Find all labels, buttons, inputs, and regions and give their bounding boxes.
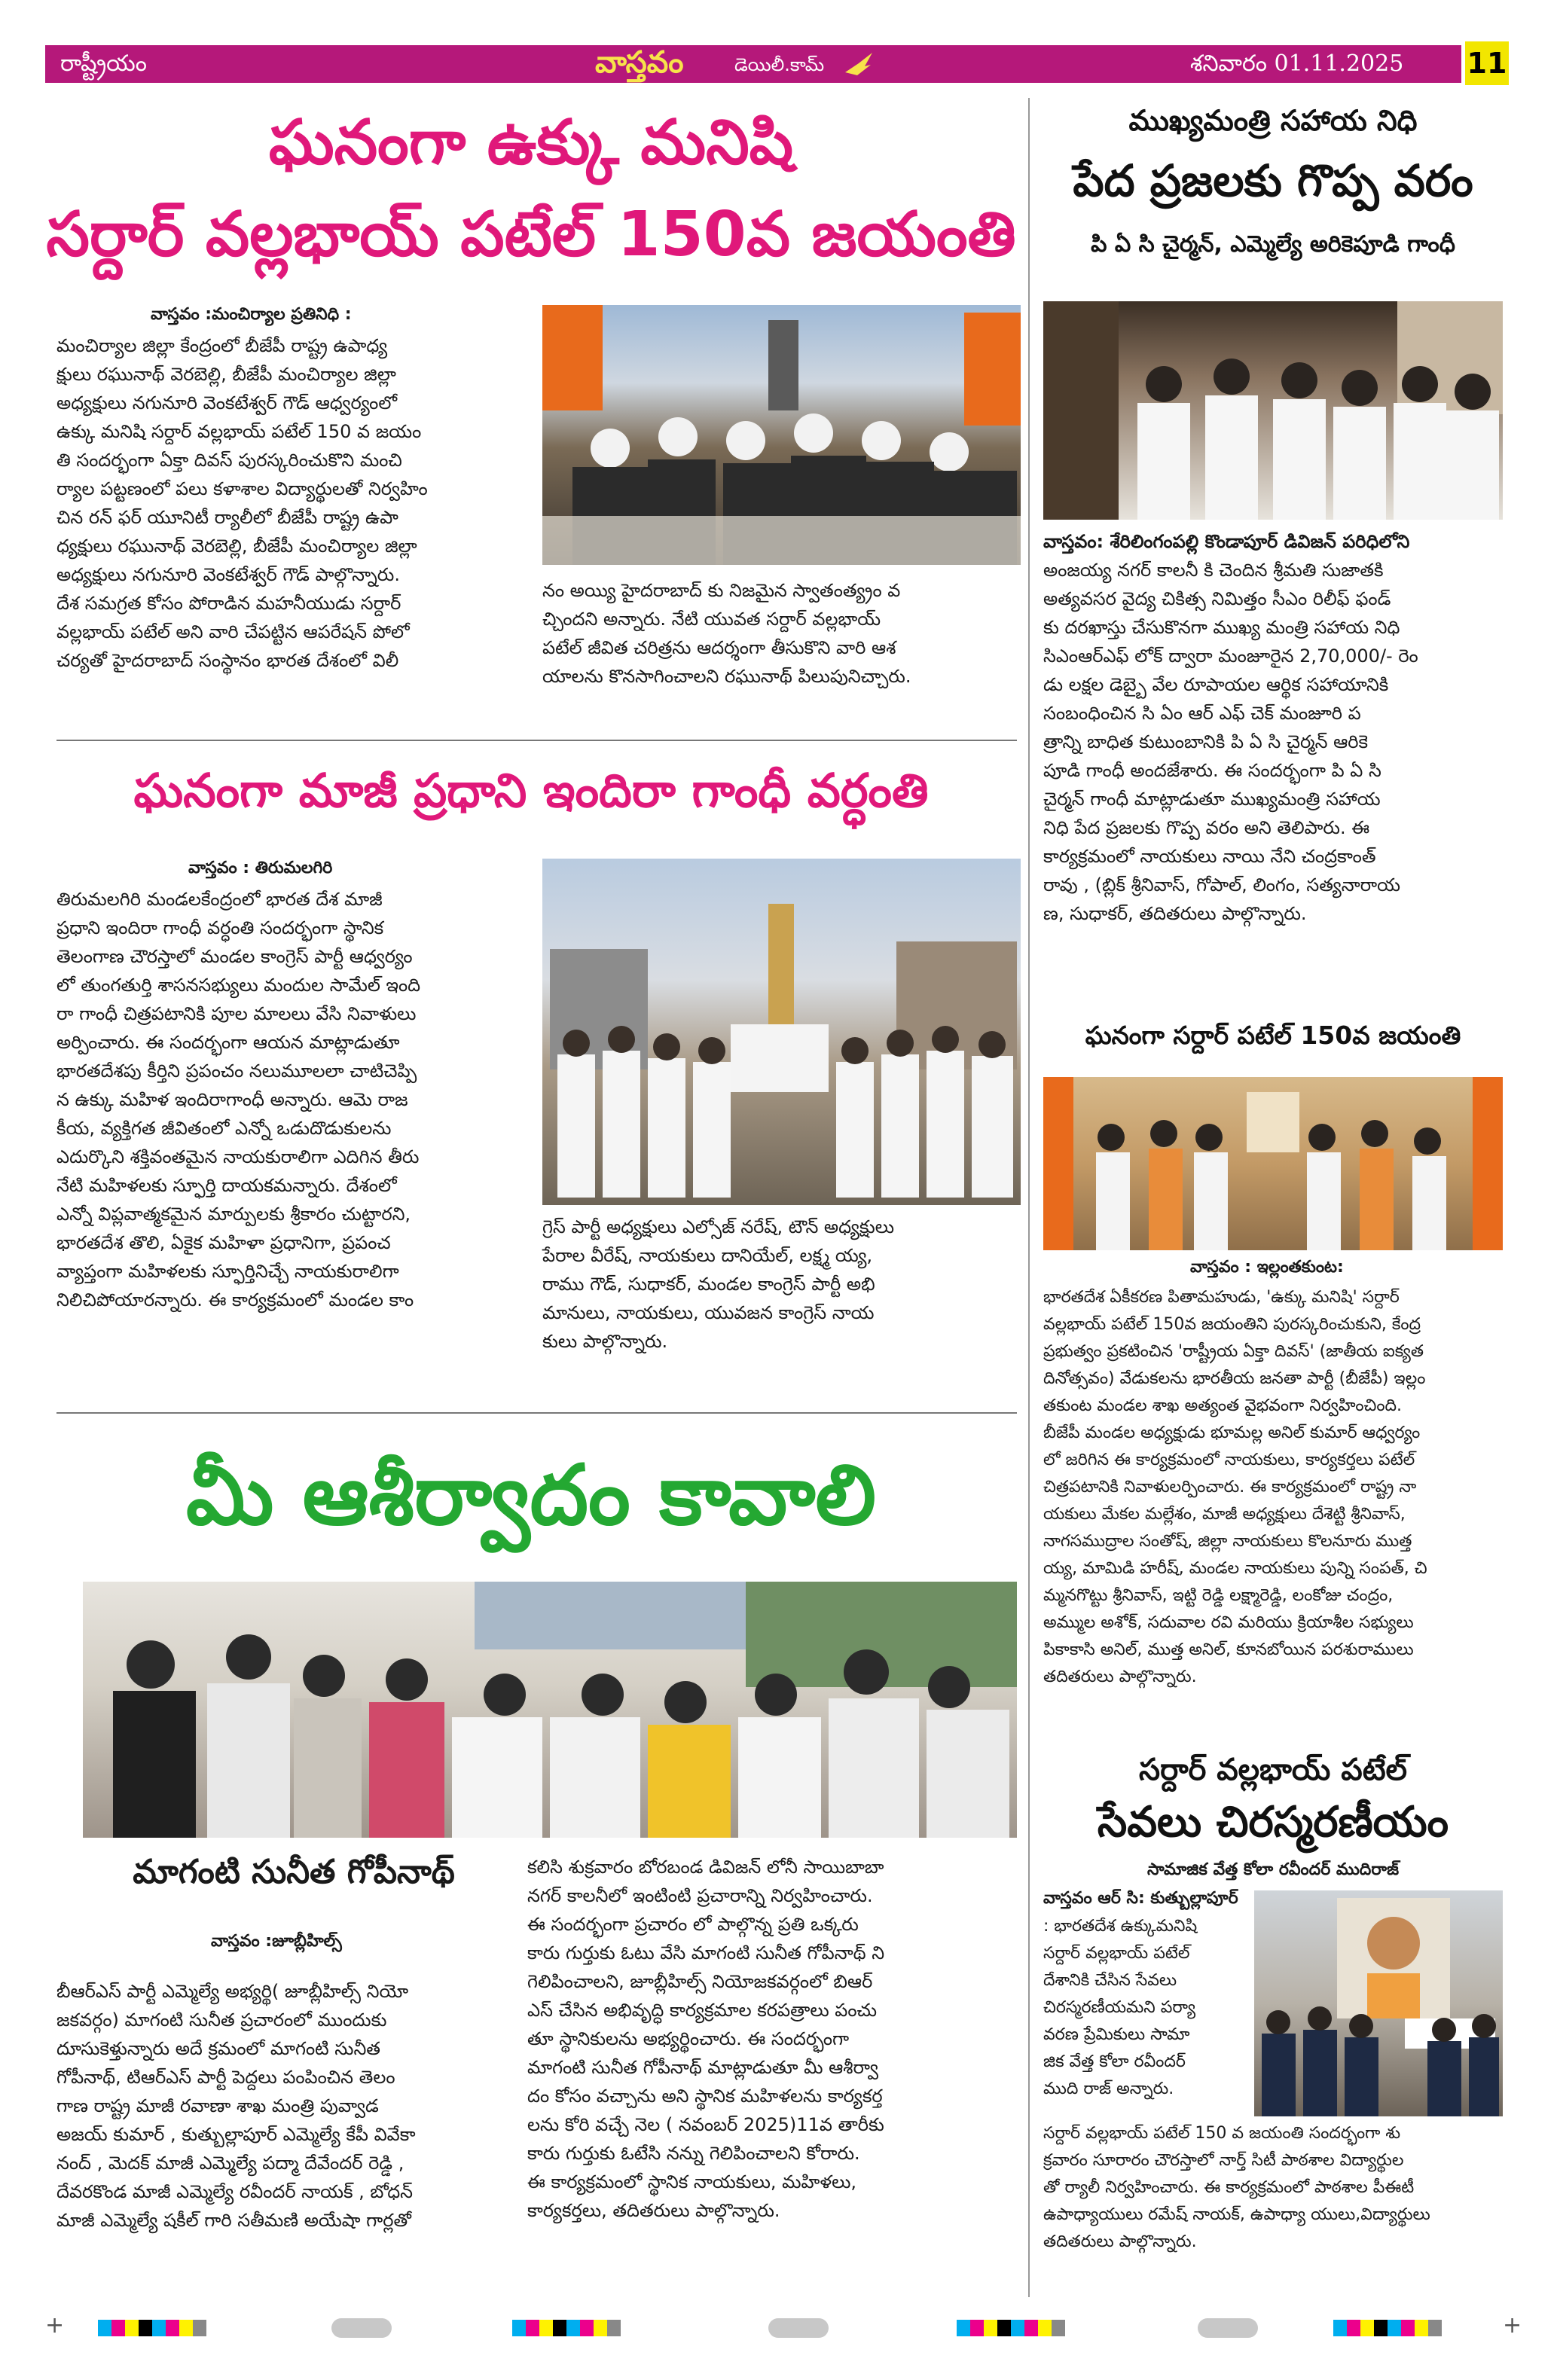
a5-headline: ఘనంగా సర్దార్ పటేల్ 150వ జయంతి — [1085, 1021, 1461, 1050]
a3-body-left: బీఆర్ఎస్ పార్టీ ఎమ్మెల్యే అభ్యర్థి( జూబ్లీహిల్స్ నియో జకవర్గం) మాగంటి సునీత ప్రచారంలో ముందుకు దూసుకెళ్తున్నారు అదే క్రమంలో మాగంటి సునీత గోపీనాథ్, టిఆర్ఎస్ పార్టీ పెద్దలు పంపించిన తెలం గాణ రాష్ట్ర మాజీ రవాణా శాఖ మంత్రి పువ్వాడ అజయ్ కుమార్ , కుత్బుల్లాపూర్ ఎమ్మెల్యే కేపీ వివేకా నంద్ , మెదక్ మాజీ ఎమ్మెల్యే పద్మా దేవేందర్ రెడ్డి , దేవరకొండ మాజీ ఎమ్మెల్యే రవీందర్ నాయక్ , బోధన్ మాజీ ఎమ్మెల్యే షకీల్ గారి సతీమణి అయేషా గార్లతో — [56, 1981, 416, 2231]
a5-dateline: వాస్తవం : ఇల్లంతకుంట: — [1190, 1258, 1344, 1277]
masthead: వాస్తవం — [595, 45, 684, 80]
a4-body: వాస్తవం: శేరిలింగంపల్లి కొండాపూర్ డివిజన్ పరిధిలోని అంజయ్య నగర్ కాలనీ కి చెందిన శ్రీమతి సుజాతకి అత్యవసర వైద్య చికిత్స నిమిత్తం సీఎం రిలీఫ్ ఫండ్ కు దరఖాస్తు చేసుకొనగా ముఖ్య మంత్రి సహాయ నిధి సిఎంఆర్ఎఫ్ లోక్ ద్వారా మంజూరైన 2,70,000/- రెం డు లక్షల డెబ్బై వేల రూపాయల ఆర్థిక సహాయానికి సంబంధించిన సి ఏం ఆర్ ఎఫ్ చెక్ మంజూరి ప త్రాన్ని బాధిత కుటుంబానికి పి ఏ సి చైర్మన్ ఆరికె పూడి గాంధీ అందజేశారు. ఈ సందర్భంగా పి ఏ సి చైర్మన్ గాంధీ మాట్లాడుతూ ముఖ్యమంత్రి సహాయ నిధి పేద ప్రజలకు గొప్ప వరం అని తెలిపారు. ఈ కార్యక్రమంలో నాయకులు నాయి నేని చంద్రకాంత్ రావు , (బ్లిక్ శ్రీనివాస్, గోపాల్, లింగం, సత్యనారాయ ణ, సుధాకర్, తదితరులు పాల్గొన్నారు. — [1043, 531, 1418, 924]
a2-body-left: తిరుమలగిరి మండలకేంద్రంలో భారత దేశ మాజీ ప్రధాని ఇందిరా గాంధీ వర్ధంతి సందర్భంగా స్థానిక తెలంగాణ చౌరస్తాలో మండల కాంగ్రెస్ పార్టీ ఆధ్వర్యం లో తుంగతుర్తి శాసనసభ్యులు మందుల సామేల్ ఇంది రా గాంధీ చిత్రపటానికి పూల మాలలు వేసి నివాళులు అర్పించారు. ఈ సందర్భంగా ఆయన మాట్లాడుతూ భారతదేశపు కీర్తిని ప్రపంచం నలుమూలలా చాటిచెప్పి న ఉక్కు మహిళ ఇందిరాగాంధీ అన్నారు. ఆమె రాజ కీయ, వ్యక్తిగత జీవితంలో ఎన్నో ఒడుదొడుకులను ఎదుర్కొని శక్తివంతమైన నాయకురాలిగా ఎదిగిన తీరు నేటి మహిళలకు స్ఫూర్తి దాయకమన్నారు. దేశంలో ఎన్నో విప్లవాత్మకమైన మార్పులకు శ్రీకారం చుట్టారని, భారతదేశ తొలి, ఏకైక మహిళా ప్రధానిగా, ప్రపంచ వ్యాప్తంగా మహిళలకు స్ఫూర్తినిచ్చే నాయకురాలిగా నిలిచిపోయారన్నారు. ఈ కార్యక్రమంలో మండల కాం — [56, 889, 421, 1311]
color-strip-2 — [512, 2320, 621, 2339]
gray-patch-3 — [1198, 2318, 1258, 2338]
a6-headline-2: సేవలు చిరస్మరణీయం — [1097, 1798, 1449, 1847]
a2-body-right: గ్రెస్ పార్టీ అధ్యక్షులు ఎల్సోజ్ నరేష్, టౌన్ అధ్యక్షులు పేరాల వీరేష్, నాయకులు దానియేల్, లక్ష్మ య్య, రాము గౌడ్, సుధాకర్, మండల కాంగ్రెస్ పార్టీ అభి మానులు, నాయకులు, యువజన కాంగ్రెస్ నాయ కులు పాల్గొన్నారు. — [542, 1216, 895, 1352]
a2-photo-tribute — [542, 859, 1021, 1205]
a4-headline: పేద ప్రజలకు గొప్ప వరం — [1073, 155, 1473, 206]
gray-patch-2 — [768, 2318, 829, 2338]
a3-body-right: కలిసి శుక్రవారం బోరబండ డివిజన్ లోనీ సాయిబాబా నగర్ కాలనీలో ఇంటింటి ప్రచారాన్ని నిర్వహించారు. ఈ సందర్భంగా ప్రచారం లో పాల్గొన్న ప్రతి ఒక్కరు కారు గుర్తుకు ఓటు వేసి మాగంటి సునీత గోపీనాథ్ ని గెలిపించాలని, జూబ్లీహిల్స్ నియోజకవర్గంలో బిఆర్ ఎస్ చేసిన అభివృద్ధి కార్యక్రమాల కరపత్రాలు పంచు తూ స్థానికులను అభ్యర్థించారు. ఈ సందర్భంగా మాగంటి సునీత గోపీనాథ్ మాట్లాడుతూ మీ ఆశీర్వా దం కోసం వచ్చాను అని స్థానిక మహిళలను కార్యకర్త లను కోరి వచ్చే నెల ( నవంబర్ 2025)11వ తారీకు కారు గుర్తుకు ఓటేసి నన్ను గెలిపించాలని కోరారు. ఈ కార్యక్రమంలో స్థానిక నాయకులు, మహిళలు, కార్యకర్తలు, తదితరులు పాల్గొన్నారు. — [527, 1857, 885, 2221]
a3-subhead: మాగంటి సునీత గోపీనాథ్ — [133, 1853, 455, 1891]
a3-headline: మీ ఆశీర్వాదం కావాలి — [185, 1447, 876, 1543]
registration-mark-left: + — [45, 2312, 65, 2339]
a3-photo-campaign — [83, 1582, 1017, 1838]
a4-kicker: ముఖ్యమంత్రి సహాయ నిధి — [1128, 104, 1418, 137]
divider-1 — [56, 740, 1017, 741]
column-rule — [1028, 98, 1030, 2297]
registration-mark-right: + — [1503, 2312, 1522, 2339]
section-label: రాష్ట్రీయం — [60, 50, 147, 77]
bird-logo-icon — [844, 50, 874, 78]
gray-patch-1 — [331, 2318, 392, 2338]
a6-subhead: సామాజిక వేత్త కోలా రవీందర్ ముదిరాజ్ — [1146, 1860, 1400, 1879]
a1-dateline: వాస్తవం :మంచిర్యాల ప్రతినిధి : — [151, 305, 352, 324]
divider-2 — [56, 1412, 1017, 1414]
masthead-sub: డెయిలీ.కామ్ — [734, 54, 825, 75]
a6-dateline: వాస్తవం ఆర్ సి: కుత్బుల్లాపూర్ — [1043, 1889, 1238, 1908]
a2-headline: ఘనంగా మాజీ ప్రధాని ఇందిరా గాంధీ వర్ధంతి — [133, 763, 929, 818]
a6-body-narrow: : భారతదేశ ఉక్కుమనిషి సర్దార్ వల్లభాయ్ పటేల్ దేశానికి చేసిన సేవలు చిరస్మరణీయమని పర్యా వరణ ప్రేమికులు సామా జిక వేత్త కోలా రవీందర్ ముది రాజ్ అన్నారు. — [1043, 1917, 1198, 2098]
a1-body-left: మంచిర్యాల జిల్లా కేంద్రంలో బీజేపీ రాష్ట్ర ఉపాధ్య క్షులు రఘునాథ్ వెరబెల్లి, బీజేపీ మంచిర్యాల జిల్లా అధ్యక్షులు నగునూరి వెంకటేశ్వర్ గౌడ్ ఆధ్వర్యంలో ఉక్కు మనిషి సర్దార్ వల్లభాయ్ పటేల్ 150 వ జయం తి సందర్భంగా ఏక్తా దివస్ పురస్కరించుకొని మంచి ర్యాల పట్టణంలో పలు కళాశాల విద్యార్థులతో నిర్వహిం చిన రన్ ఫర్ యూనిటీ ర్యాలీలో బీజేపీ రాష్ట్ర ఉపా ధ్యక్షులు రఘునాథ్ వెరబెల్లి, బీజేపీ మంచిర్యాల జిల్లా అధ్యక్షులు నగునూరి వెంకటేశ్వర్ గౌడ్ పాల్గొన్నారు. దేశ సమగ్రత కోసం పోరాడిన మహనీయుడు సర్దార్ వల్లభాయ్ పటేల్ అని వారి చేపట్టిన ఆపరేషన్ పోలో చర్యతో హైదరాబాద్ సంస్థానం భారత దేశంలో విలీ — [56, 335, 428, 671]
a1-headline-1: ఘనంగా ఉక్కు మనిషి — [268, 107, 794, 178]
a1-headline-2: సర్దార్ వల్లభాయ్ పటేల్ 150వ జయంతి — [46, 199, 1016, 270]
a6-headline-1: సర్దార్ వల్లభాయ్ పటేల్ — [1139, 1753, 1407, 1787]
a6-body-full: సర్దార్ వల్లభాయ్ పటేల్ 150 వ జయంతి సందర్భంగా శు క్రవారం సూరారం చౌరస్తాలో నార్త్ సిటీ పాఠశాల విద్యార్థుల తో ర్యాలీ నిర్వహించారు. ఈ కార్యక్రమంలో పాఠశాల పీఈటీ ఉపాధ్యాయులు రమేష్ నాయక్, ఉపాధ్యా యులు,విద్యార్థులు తదితరులు పాల్గొన్నారు. — [1043, 2124, 1430, 2251]
page-number: 11 — [1465, 41, 1509, 85]
issue-date: శనివారం 01.11.2025 — [1190, 50, 1404, 77]
a1-photo-rally — [542, 305, 1021, 565]
color-strip-1 — [98, 2320, 206, 2339]
a4-photo-cheque — [1043, 301, 1503, 520]
color-strip-3 — [957, 2320, 1065, 2339]
a3-dateline: వాస్తవం :జూబ్లీహిల్స్ — [211, 1932, 342, 1951]
a1-body-right: నం అయ్యి హైదరాబాద్ కు నిజమైన స్వాతంత్య్రం వ చ్చిందని అన్నారు. నేటి యువత సర్దార్ వల్లభాయ్ పటేల్ జీవిత చరిత్రను ఆదర్శంగా తీసుకొని వారి ఆశ యాలను కొనసాగించాలని రఘునాథ్ పిలుపునిచ్చారు. — [542, 580, 911, 687]
color-strip-4 — [1333, 2320, 1442, 2339]
a4-subhead: పి ఏ సి చైర్మన్, ఎమ్మెల్యే అరికెపూడి గాంధీ — [1091, 231, 1455, 258]
a6-photo-rally — [1254, 1890, 1503, 2116]
a2-dateline: వాస్తవం : తిరుమలగిరి — [188, 859, 333, 877]
a5-photo-tribute — [1043, 1077, 1503, 1250]
a5-body: భారతదేశ ఏకీకరణ పితామహుడు, 'ఉక్కు మనిషి' సర్దార్ వల్లభాయ్ పటేల్ 150వ జయంతిని పురస్కరించుకుని, కేంద్ర ప్రభుత్వం ప్రకటించిన 'రాష్ట్రీయ ఏక్తా దివస్' (జాతీయ ఐక్యత దినోత్సవం) వేడుకలను భారతీయ జనతా పార్టీ (బీజేపీ) ఇల్లం తకుంట మండల శాఖ అత్యంత వైభవంగా నిర్వహించింది. బీజేపీ మండల అధ్యక్షుడు భూమల్ల అనిల్ కుమార్ ఆధ్వర్యం లో జరిగిన ఈ కార్యక్రమంలో నాయకులు, కార్యకర్తలు పటేల్ చిత్రపటానికి నివాళులర్పించారు. ఈ కార్యక్రమంలో రాష్ట్ర నా యకులు మేకల మల్లేశం, మాజీ అధ్యక్షులు దేశెట్టి శ్రీనివాస్, నాగసముద్రాల సంతోష్, జిల్లా నాయకులు కొలనూరు ముత్త య్య, మామిడి హరీష్, మండల నాయకులు పున్ని సంపత్, చి మ్మనగొట్టు శ్రీనివాస్, ఇట్టి రెడ్డి లక్ష్మారెడ్డి, లంకోజు చంద్రం, అమ్ముల అశోక్, సదువాల రవి మరియు క్రియాశీల సభ్యులు పికాకాసి అనిల్, ముత్త అనిల్, కూనబోయిన పరశురాములు తదితరులు పాల్గొన్నారు. — [1043, 1288, 1427, 1686]
